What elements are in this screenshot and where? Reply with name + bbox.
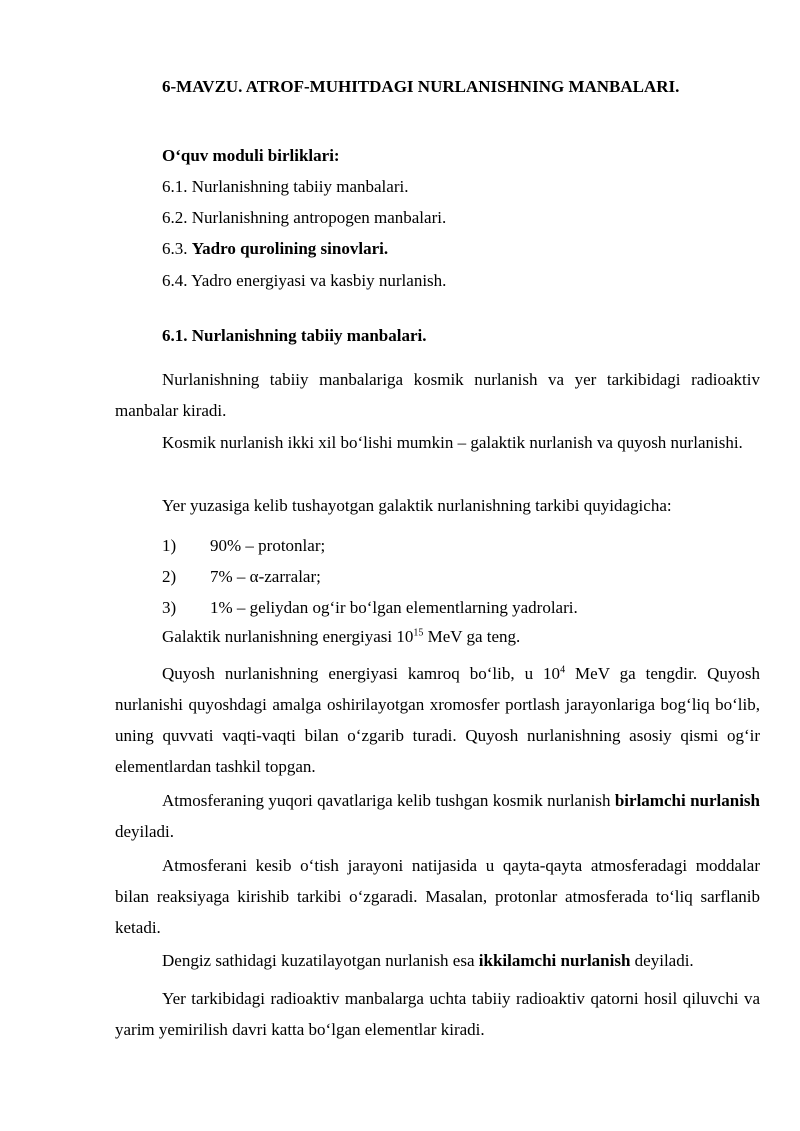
paragraph — [115, 945, 760, 976]
section-heading: 6.1. Nurlanishning tabiiy manbalari. — [162, 326, 427, 345]
module-item-text: Yadro energiyasi va kasbiy nurlanish. — [191, 271, 447, 290]
paragraph-text: Atmosferaning yuqori qavatlariga kelib tushgan kosmik nurlanish — [162, 791, 615, 810]
module-item — [162, 176, 408, 198]
list-item-number: 3) — [162, 598, 177, 617]
module-heading: O‘quv moduli birliklari: — [162, 146, 340, 165]
paragraph: Yer yuzasiga kelib tushayotgan galaktik nurlanishning tarkibi quyidagicha: — [162, 496, 672, 515]
paragraph-text: Galaktik nurlanishning energiyasi 10 — [162, 627, 414, 646]
exponent: 15 — [413, 627, 424, 639]
module-item-number: 6.1. — [162, 177, 188, 196]
term-bold: ikkilamchi nurlanish — [478, 951, 631, 970]
paragraph-text: deyiladi. — [115, 822, 175, 841]
paragraph: Yer tarkibidagi radioaktiv manbalarga uchta tabiiy radioaktiv qatorni hosil qiluvchi va yarim yemirilish davri katta bo‘lgan elementlar kiradi. — [115, 989, 760, 1039]
paragraph: Nurlanishning tabiiy manbalariga kosmik nurlanish va yer tarkibidagi radioaktiv manbalar kiradi. — [115, 370, 760, 420]
list-item — [162, 535, 325, 557]
paragraph-text: deyiladi. — [630, 951, 694, 970]
list-item-text: 90% – protonlar; — [210, 536, 326, 555]
module-item-number: 6.2. — [162, 208, 188, 227]
paragraph — [115, 658, 760, 782]
term-bold: birlamchi nurlanish — [614, 791, 760, 810]
list-item-number: 1) — [162, 536, 177, 555]
list-item-number: 2) — [162, 567, 177, 586]
module-item — [162, 207, 446, 229]
module-item-text: Yadro qurolining sinovlari. — [191, 239, 389, 258]
module-item-number: 6.4. — [162, 271, 188, 290]
paragraph: Kosmik nurlanish ikki xil bo‘lishi mumkin – galaktik nurlanish va quyosh nurlanishi. — [162, 433, 743, 452]
list-item-text: 7% – α-zarralar; — [210, 567, 321, 586]
module-item-text: Nurlanishning tabiiy manbalari. — [191, 177, 409, 196]
paragraph-text: MeV ga teng. — [423, 627, 521, 646]
list-item-text: 1% – geliydan og‘ir bo‘lgan elementlarning yadrolari. — [210, 598, 578, 617]
list-item — [162, 566, 321, 588]
module-item — [162, 270, 446, 292]
page-title: 6-MAVZU. ATROF-MUHITDAGI NURLANISHNING MANBALARI. — [162, 77, 680, 96]
paragraph: Atmosferani kesib o‘tish jarayoni natijasida u qayta-qayta atmosferadagi moddalar bilan reaksiyaga kirishib tarkibi o‘zgaradi. Masalan, protonlar atmosferada to‘liq sarflanib ketadi. — [115, 856, 760, 937]
paragraph-text: Dengiz sathidagi kuzatilayotgan nurlanish esa — [162, 951, 479, 970]
exponent: 4 — [560, 664, 566, 676]
paragraph-text: MeV ga tengdir. Quyosh nurlanishi quyoshdagi amalga oshirilayotgan xromosfer portlash jarayonlariga bog‘liq bo‘lib, uning quvvati vaqti-vaqti bilan o‘zgarib turadi. Quyosh nurlanishning asosiy qismi og‘ir elementlardan tashkil topgan. — [115, 664, 760, 776]
module-item — [162, 238, 388, 260]
paragraph — [115, 621, 760, 652]
paragraph — [115, 785, 760, 847]
module-item-number: 6.3. — [162, 239, 188, 258]
paragraph-text: Quyosh nurlanishning energiyasi kamroq bo‘lib, u 10 — [162, 664, 561, 683]
module-item-text: Nurlanishning antropogen manbalari. — [191, 208, 447, 227]
list-item — [162, 597, 578, 619]
